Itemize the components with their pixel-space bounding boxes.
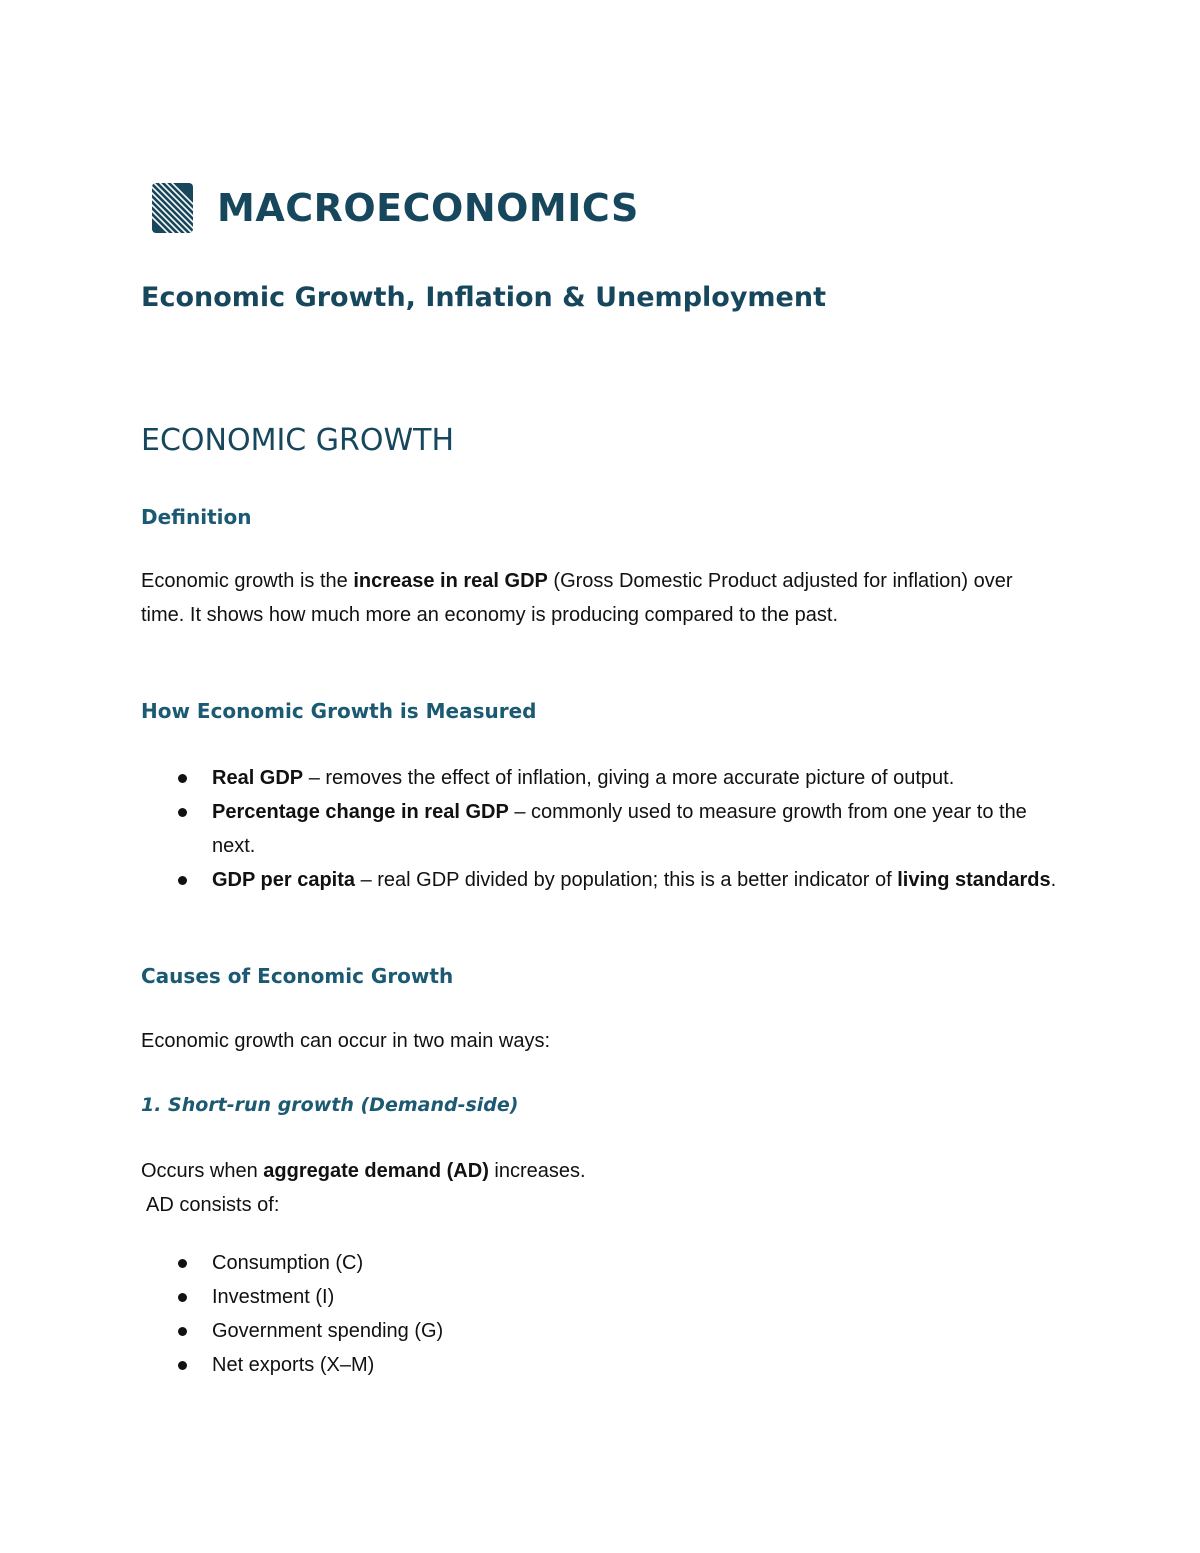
list-item-text: Investment (I) (212, 1286, 335, 1308)
list-item-bold: Real GDP (212, 767, 304, 789)
measured-list (141, 761, 1071, 897)
bullet-dot-icon (178, 808, 187, 817)
bullet-dot-icon (178, 774, 187, 783)
list-item-bold-2: living standards (897, 869, 1051, 891)
short-run-bold-1: aggregate demand (AD) (263, 1160, 489, 1182)
bullet-dot-icon (178, 1293, 187, 1302)
short-run-text-2: increases. (488, 1160, 586, 1182)
bullet-dot-icon (178, 1259, 187, 1268)
list-item-bold: Percentage change in real GDP (212, 801, 509, 823)
list-item-text: – real GDP divided by population; this is a better indicator of (355, 869, 898, 891)
section-title: ECONOMIC GROWTH (141, 423, 455, 458)
list-item (141, 863, 1071, 897)
brand-header (152, 182, 639, 234)
list-item-bold: GDP per capita (212, 869, 356, 891)
brand-title: MACROECONOMICS (217, 186, 639, 230)
definition-paragraph (141, 565, 1051, 632)
list-item-text-2: . (1050, 869, 1057, 891)
list-item (141, 1246, 1071, 1280)
ad-components-list (141, 1246, 1071, 1382)
list-item-text: Net exports (X–M) (212, 1354, 375, 1376)
short-run-text-1: Occurs when (141, 1160, 264, 1182)
short-run-paragraph (141, 1155, 1051, 1222)
short-run-line-2: AD consists of: (146, 1193, 280, 1216)
diagonal-stripes-logo-icon (152, 183, 193, 233)
measured-heading: How Economic Growth is Measured (141, 699, 537, 723)
definition-bold-1: increase in real GDP (353, 570, 548, 592)
document-subtitle: Economic Growth, Inflation & Unemployment (141, 282, 826, 313)
list-item (141, 795, 1071, 863)
causes-heading: Causes of Economic Growth (141, 964, 454, 988)
list-item (141, 1314, 1071, 1348)
definition-text-1: Economic growth is the (141, 570, 354, 592)
list-item-text: – commonly used to measure growth from one year to the next. (212, 801, 1027, 857)
list-item (141, 761, 1071, 795)
definition-text-2: (Gross Domestic Product adjusted for inflation) over time. It shows how much more an economy is producing compared to the past. (141, 570, 1013, 626)
bullet-dot-icon (178, 1327, 187, 1336)
list-item (141, 1348, 1071, 1382)
short-run-heading: 1. Short-run growth (Demand-side) (141, 1094, 519, 1116)
causes-intro: Economic growth can occur in two main ways: (141, 1030, 551, 1052)
bullet-dot-icon (178, 876, 187, 885)
list-item-text: – removes the effect of inflation, giving a more accurate picture of output. (303, 767, 955, 789)
definition-heading: Definition (141, 505, 252, 529)
bullet-dot-icon (178, 1361, 187, 1370)
list-item (141, 1280, 1071, 1314)
list-item-text: Government spending (G) (212, 1320, 444, 1342)
list-item-text: Consumption (C) (212, 1252, 364, 1274)
